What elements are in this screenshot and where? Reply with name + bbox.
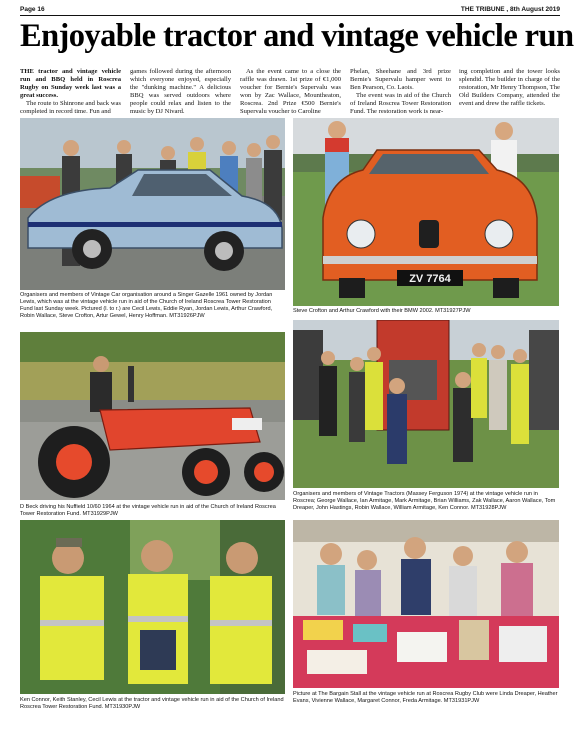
- masthead-date: THE TRIBUNE , 8th August 2019: [460, 6, 560, 13]
- singer-gazelle-image: [20, 118, 285, 290]
- page-number: Page 16: [20, 6, 45, 13]
- nuffield-tractor-image: [20, 332, 285, 500]
- article-column-4: [350, 68, 451, 116]
- massey-ferguson-image: [293, 320, 559, 488]
- article-column-1: [20, 68, 121, 116]
- article-paragraph: The event was in aid of the Church of Ireland Roscrea Tower Restoration Fund. The restoration work is near-: [350, 92, 451, 115]
- photo-singer-gazelle: [20, 118, 285, 290]
- photo-bargain-stall: [293, 520, 559, 688]
- caption-singer-gazelle: Organisers and members of Vintage Car organisation around a Singer Gazelle 1961 owned by Jordan Lewis, which was at the vintage vehicle run in aid of the Church of Ireland Roscrea Tower Restoration Fund last Sunday week. Pictured (l. to r.) are Cecil Lewis, Eddie Ryan, Jordan Lewis, Arthur Crawford, Robin Wallace, Steve Crofton, Artur Gewel, Henry Hoffman. MT31926PJW: [20, 292, 273, 319]
- page-folio: [20, 6, 560, 16]
- bargain-stall-image: [293, 520, 559, 688]
- photo-nuffield-tractor: [20, 332, 285, 500]
- page-headline: Enjoyable tractor and vintage vehicle run: [20, 18, 574, 54]
- number-plate: ZV 7764: [409, 273, 451, 285]
- article-paragraph: ing completion and the tower looks splendid. The builder in charge of the restoration, Mr Henry Thompson, The Old Builders Company, attended the event and drew the raffle tickets.: [459, 68, 560, 107]
- caption-bargain-stall: Picture at The Bargain Stall at the vintage vehicle run at Roscrea Rugby Club were Linda Dreaper, Heather Evans, Vivienne Wallace, Margaret Connor, Freda Armitage. MT31931PJW: [293, 691, 558, 704]
- organisers-hi-vis-image: [20, 520, 285, 694]
- article-column-3: [240, 68, 341, 116]
- article-body: [20, 68, 560, 116]
- photo-massey-ferguson: [293, 320, 559, 488]
- photo-organisers-hi-vis: [20, 520, 285, 694]
- caption-bmw-2002: Steve Crofton and Arthur Crawford with their BMW 2002. MT31927PJW: [293, 308, 471, 314]
- photo-bmw-2002: [293, 118, 559, 306]
- caption-nuffield-tractor: D Beck driving his Nuffield 10/60 1964 at the vintage vehicle run in aid of the Church of Ireland Roscrea Tower Restoration Fund. MT31929PJW: [20, 504, 276, 517]
- article-column-5: [459, 68, 560, 108]
- article-paragraph: The route to Shinrone and back was completed in record time. Fun and: [20, 100, 121, 115]
- article-lead: THE tractor and vintage vehicle run and BBQ held in Roscrea Rugby on Sunday week last was a great success.: [20, 68, 121, 99]
- article-column-2: [130, 68, 231, 116]
- article-paragraph: As the event came to a close the raffle was drawn. 1st prize of €1,000 voucher for Bernie's Supervalu was won by Zac Wallace, Mountheaton, Roscrea. 2nd Prize €500 Bernie's Supervalu voucher to Caroline: [240, 68, 341, 115]
- caption-massey-ferguson: Organisers and members of Vintage Tractors (Massey Ferguson 1974) at the vintage vehicle run in Roscrea; George Wallace, Ian Armitage, Mark Armitage, Brian Williams, Zak Wallace, Aaron Wallace, Tom Dreaper, John Hastings, Robin Wallace, William Armitage, Ken Connor. MT31928PJW: [293, 491, 556, 511]
- caption-organisers-hi-vis: Ken Connor, Keith Stanley, Cecil Lewis at the tractor and vintage vehicle run in aid of the Church of Ireland Roscrea Tower Restoration Fund. MT31930PJW: [20, 697, 284, 710]
- article-paragraph: games followed during the afternoon which everyone enjoyed, especially the "dunking machine." A delicious BBQ was served outdoors where people could relax and listen to the music by DJ Nivard.: [130, 68, 231, 115]
- article-paragraph: Phelan, Sheehane and 3rd prize Bernie's Supervalu hamper went to Ben Pearson, Co. Laois.: [350, 68, 451, 91]
- bmw-2002-image: [293, 118, 559, 306]
